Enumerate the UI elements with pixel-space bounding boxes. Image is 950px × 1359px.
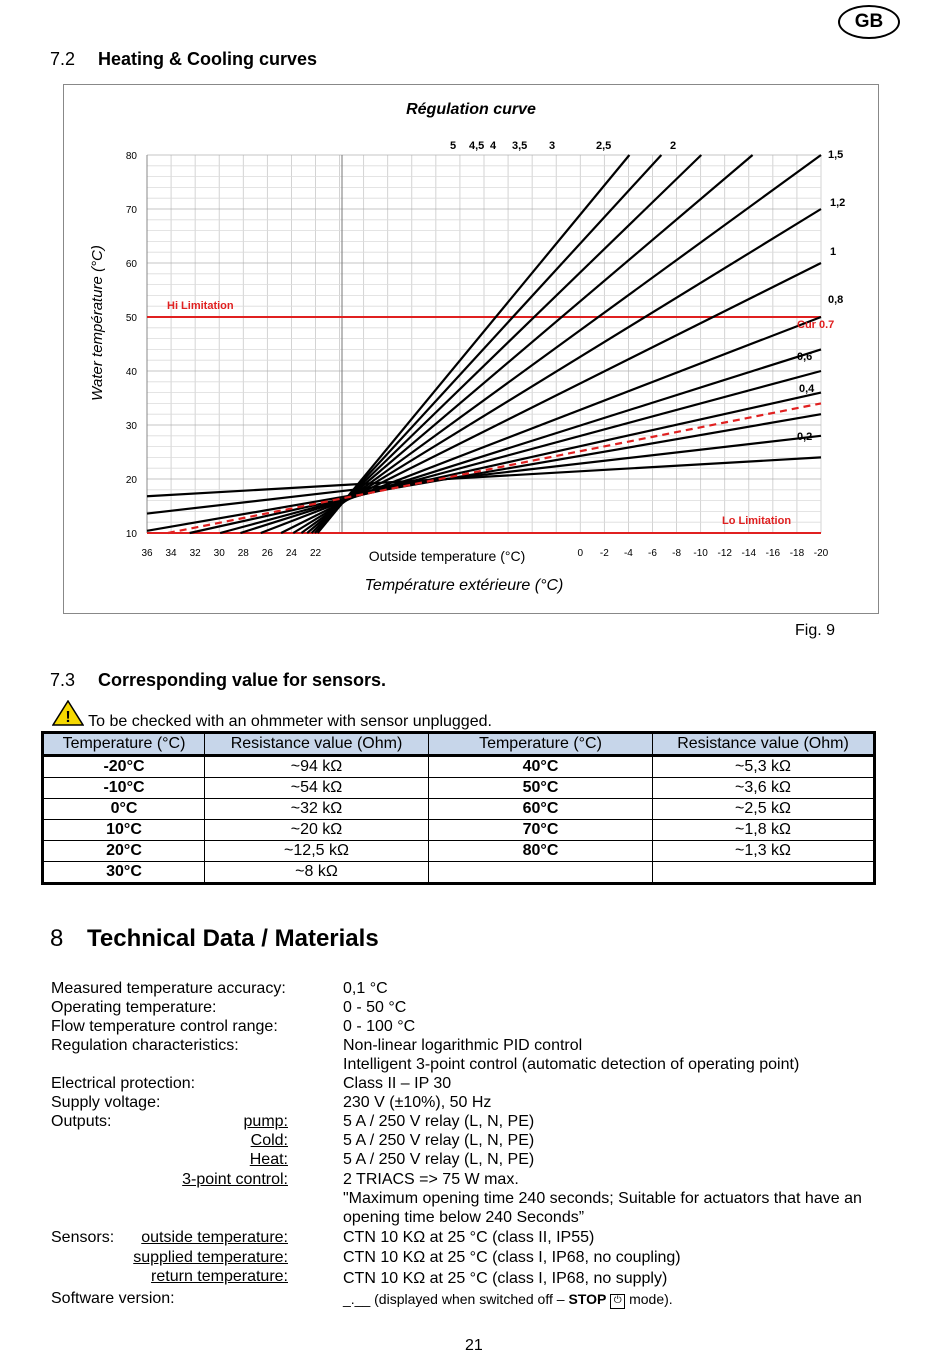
curve-label: 0,8: [828, 294, 844, 306]
x-tick-label: 32: [189, 548, 201, 559]
curve-label: 2: [670, 140, 677, 152]
curve-label: 0,2: [797, 431, 813, 443]
warning-note: [52, 700, 492, 731]
section-number: 8: [50, 925, 64, 952]
regulation-chart: [64, 85, 878, 613]
warning-icon: [52, 700, 84, 731]
software-value: [343, 1290, 673, 1309]
table-row: [43, 862, 875, 884]
y-tick-label: 60: [125, 259, 137, 270]
x-tick-label: 36: [141, 548, 153, 559]
curve-label: 1,2: [830, 197, 846, 209]
operating-value: 0 - 50 °C: [343, 999, 407, 1016]
curve-label: 1,5: [828, 149, 844, 161]
supplied-sensor-value: CTN 10 KΩ at 25 °C (class I, IP68, no coupling): [343, 1249, 681, 1266]
temperature-cell: -20°C: [43, 756, 205, 778]
software-label: Software version:: [51, 1290, 175, 1307]
supply-label: Supply voltage:: [51, 1094, 161, 1111]
heating-curve-line: [220, 371, 821, 533]
column-header: Temperature (°C): [429, 733, 653, 756]
resistance-cell: ~8 kΩ: [205, 862, 429, 884]
page-number: 21: [465, 1337, 483, 1354]
return-sensor-value: CTN 10 KΩ at 25 °C (class I, IP68, no supply): [343, 1270, 668, 1287]
electrical-value: Class II – IP 30: [343, 1075, 452, 1092]
curve-label: 2,5: [596, 140, 612, 152]
regulation-chart-frame: [63, 84, 879, 614]
section-title: Technical Data / Materials: [87, 925, 379, 952]
accuracy-label: Measured temperature accuracy:: [51, 980, 286, 997]
return-sensor-label: return temperature:: [151, 1268, 288, 1285]
current-curve-label: Cur 0.7: [797, 319, 835, 331]
curve-label: 1: [830, 246, 837, 258]
y-tick-label: 10: [125, 529, 137, 540]
software-note-end: mode).: [629, 1291, 673, 1307]
section-7-2-heading: [50, 49, 317, 70]
supply-value: 230 V (±10%), 50 Hz: [343, 1094, 492, 1111]
section-8-heading: [50, 925, 379, 953]
temperature-cell: -10°C: [43, 778, 205, 799]
resistance-cell: ~12,5 kΩ: [205, 841, 429, 862]
column-header: Resistance value (Ohm): [653, 733, 875, 756]
resistance-cell: [653, 862, 875, 884]
stop-label: STOP: [568, 1291, 607, 1307]
y-tick-label: 40: [125, 367, 137, 378]
outside-sensor-value: CTN 10 KΩ at 25 °C (class II, IP55): [343, 1229, 595, 1246]
three-point-value: 2 TRIACS => 75 W max.: [343, 1171, 519, 1188]
temperature-cell: 20°C: [43, 841, 205, 862]
svg-text:!: !: [65, 709, 71, 726]
x-tick-label: -20: [813, 548, 829, 559]
section-title: Corresponding value for sensors.: [98, 670, 387, 690]
y-tick-label: 80: [125, 151, 137, 162]
regulation-label: Regulation characteristics:: [51, 1037, 239, 1054]
x-tick-label: 28: [237, 548, 249, 559]
power-icon: ⏻: [610, 1294, 625, 1309]
x-tick-label: 22: [309, 548, 322, 559]
hi-limit-label: Hi Limitation: [167, 300, 234, 312]
three-point-note-2: opening time below 240 Seconds”: [343, 1209, 585, 1226]
y-tick-label: 30: [125, 421, 137, 432]
y-axis-title: Water température (°C): [89, 245, 106, 401]
regulation-value-2: Intelligent 3-point control (automatic detection of operating point): [343, 1056, 800, 1073]
resistance-cell: ~3,6 kΩ: [653, 778, 875, 799]
section-title: Heating & Cooling curves: [98, 49, 318, 69]
x-tick-label: -6: [648, 548, 657, 559]
heat-label: Heat:: [249, 1151, 288, 1168]
cold-label: Cold:: [250, 1132, 288, 1149]
electrical-label: Electrical protection:: [51, 1075, 196, 1092]
heating-curve-line: [240, 349, 821, 533]
curve-label: 5: [450, 140, 457, 152]
y-tick-label: 20: [125, 475, 137, 486]
resistance-cell: ~32 kΩ: [205, 799, 429, 820]
curve-label: 0,4: [799, 383, 815, 395]
pump-value: 5 A / 250 V relay (L, N, PE): [343, 1113, 535, 1130]
heating-curve-line: [301, 155, 821, 533]
resistance-cell: ~5,3 kΩ: [653, 756, 875, 778]
curve-label: 3,5: [512, 140, 528, 152]
curve-label: 4,5: [469, 140, 485, 152]
x-tick-label: 30: [213, 548, 225, 559]
table-row: [43, 799, 875, 820]
x-tick-label: 26: [261, 548, 273, 559]
temperature-cell: 70°C: [429, 820, 653, 841]
chart-title: Régulation curve: [406, 101, 536, 118]
x-tick-label: -8: [672, 548, 682, 559]
operating-label: Operating temperature:: [51, 999, 217, 1016]
resistance-cell: ~94 kΩ: [205, 756, 429, 778]
regulation-value: Non-linear logarithmic PID control: [343, 1037, 583, 1054]
x-axis-title: Température extérieure (°C): [364, 577, 564, 594]
resistance-cell: ~2,5 kΩ: [653, 799, 875, 820]
temperature-cell: 40°C: [429, 756, 653, 778]
temperature-cell: [429, 862, 653, 884]
resistance-cell: ~1,8 kΩ: [653, 820, 875, 841]
language-badge: GB: [838, 5, 900, 39]
curve-label: 3: [549, 140, 556, 152]
temperature-cell: 50°C: [429, 778, 653, 799]
heating-curve-line: [281, 263, 821, 533]
warning-text: To be checked with an ohmmeter with sensor unplugged.: [88, 713, 492, 730]
x-tick-label: -10: [693, 548, 708, 559]
temperature-cell: 60°C: [429, 799, 653, 820]
sensors-label: Sensors:: [51, 1229, 115, 1246]
heat-value: 5 A / 250 V relay (L, N, PE): [343, 1151, 535, 1168]
outputs-label: Outputs:: [51, 1113, 112, 1130]
resistance-cell: ~54 kΩ: [205, 778, 429, 799]
y-tick-label: 50: [125, 313, 137, 324]
section-7-3-heading: [50, 670, 386, 691]
temperature-cell: 30°C: [43, 862, 205, 884]
sensor-resistance-table: [41, 731, 876, 885]
curve-label: 4: [490, 140, 497, 152]
accuracy-value: 0,1 °C: [343, 980, 388, 997]
x-tick-label: 0: [577, 548, 584, 559]
supplied-sensor-label: supplied temperature:: [133, 1249, 288, 1266]
lo-limit-label: Lo Limitation: [722, 515, 792, 527]
table-header-row: [43, 733, 875, 756]
x-tick-label: -14: [741, 548, 757, 559]
cold-value: 5 A / 250 V relay (L, N, PE): [343, 1132, 535, 1149]
temperature-cell: 0°C: [43, 799, 205, 820]
flow-label: Flow temperature control range:: [51, 1018, 278, 1035]
flow-value: 0 - 100 °C: [343, 1018, 416, 1035]
resistance-cell: ~1,3 kΩ: [653, 841, 875, 862]
table-row: [43, 778, 875, 799]
resistance-cell: ~20 kΩ: [205, 820, 429, 841]
section-number: 7.2: [50, 49, 76, 69]
section-number: 7.3: [50, 670, 76, 690]
column-header: Resistance value (Ohm): [205, 733, 429, 756]
three-point-note: "Maximum opening time 240 seconds; Suitable for actuators that have an: [343, 1190, 862, 1207]
curve-label: 0,6: [797, 351, 813, 363]
three-point-label: 3-point control:: [182, 1171, 288, 1188]
table-row: [43, 841, 875, 862]
x-tick-label: 34: [165, 548, 177, 559]
x-tick-label: -12: [717, 548, 732, 559]
temperature-cell: 10°C: [43, 820, 205, 841]
x-tick-label: 24: [285, 548, 297, 559]
table-row: [43, 756, 875, 778]
x-tick-label: -4: [623, 548, 633, 559]
x-tick-label: -16: [765, 548, 781, 559]
pump-label: pump:: [243, 1113, 288, 1130]
temperature-cell: 80°C: [429, 841, 653, 862]
software-version-placeholder: _.__: [343, 1291, 371, 1307]
outside-sensor-label: outside temperature:: [141, 1229, 288, 1246]
figure-label: Fig. 9: [795, 622, 836, 639]
column-header: Temperature (°C): [43, 733, 205, 756]
heating-curve-line: [307, 155, 752, 533]
x-axis-subtitle: Outside temperature (°C): [368, 548, 526, 564]
software-note: (displayed when switched off –: [374, 1291, 565, 1307]
x-tick-label: -18: [789, 548, 805, 559]
y-tick-label: 70: [125, 205, 137, 216]
x-tick-label: -2: [599, 548, 609, 559]
table-row: [43, 820, 875, 841]
